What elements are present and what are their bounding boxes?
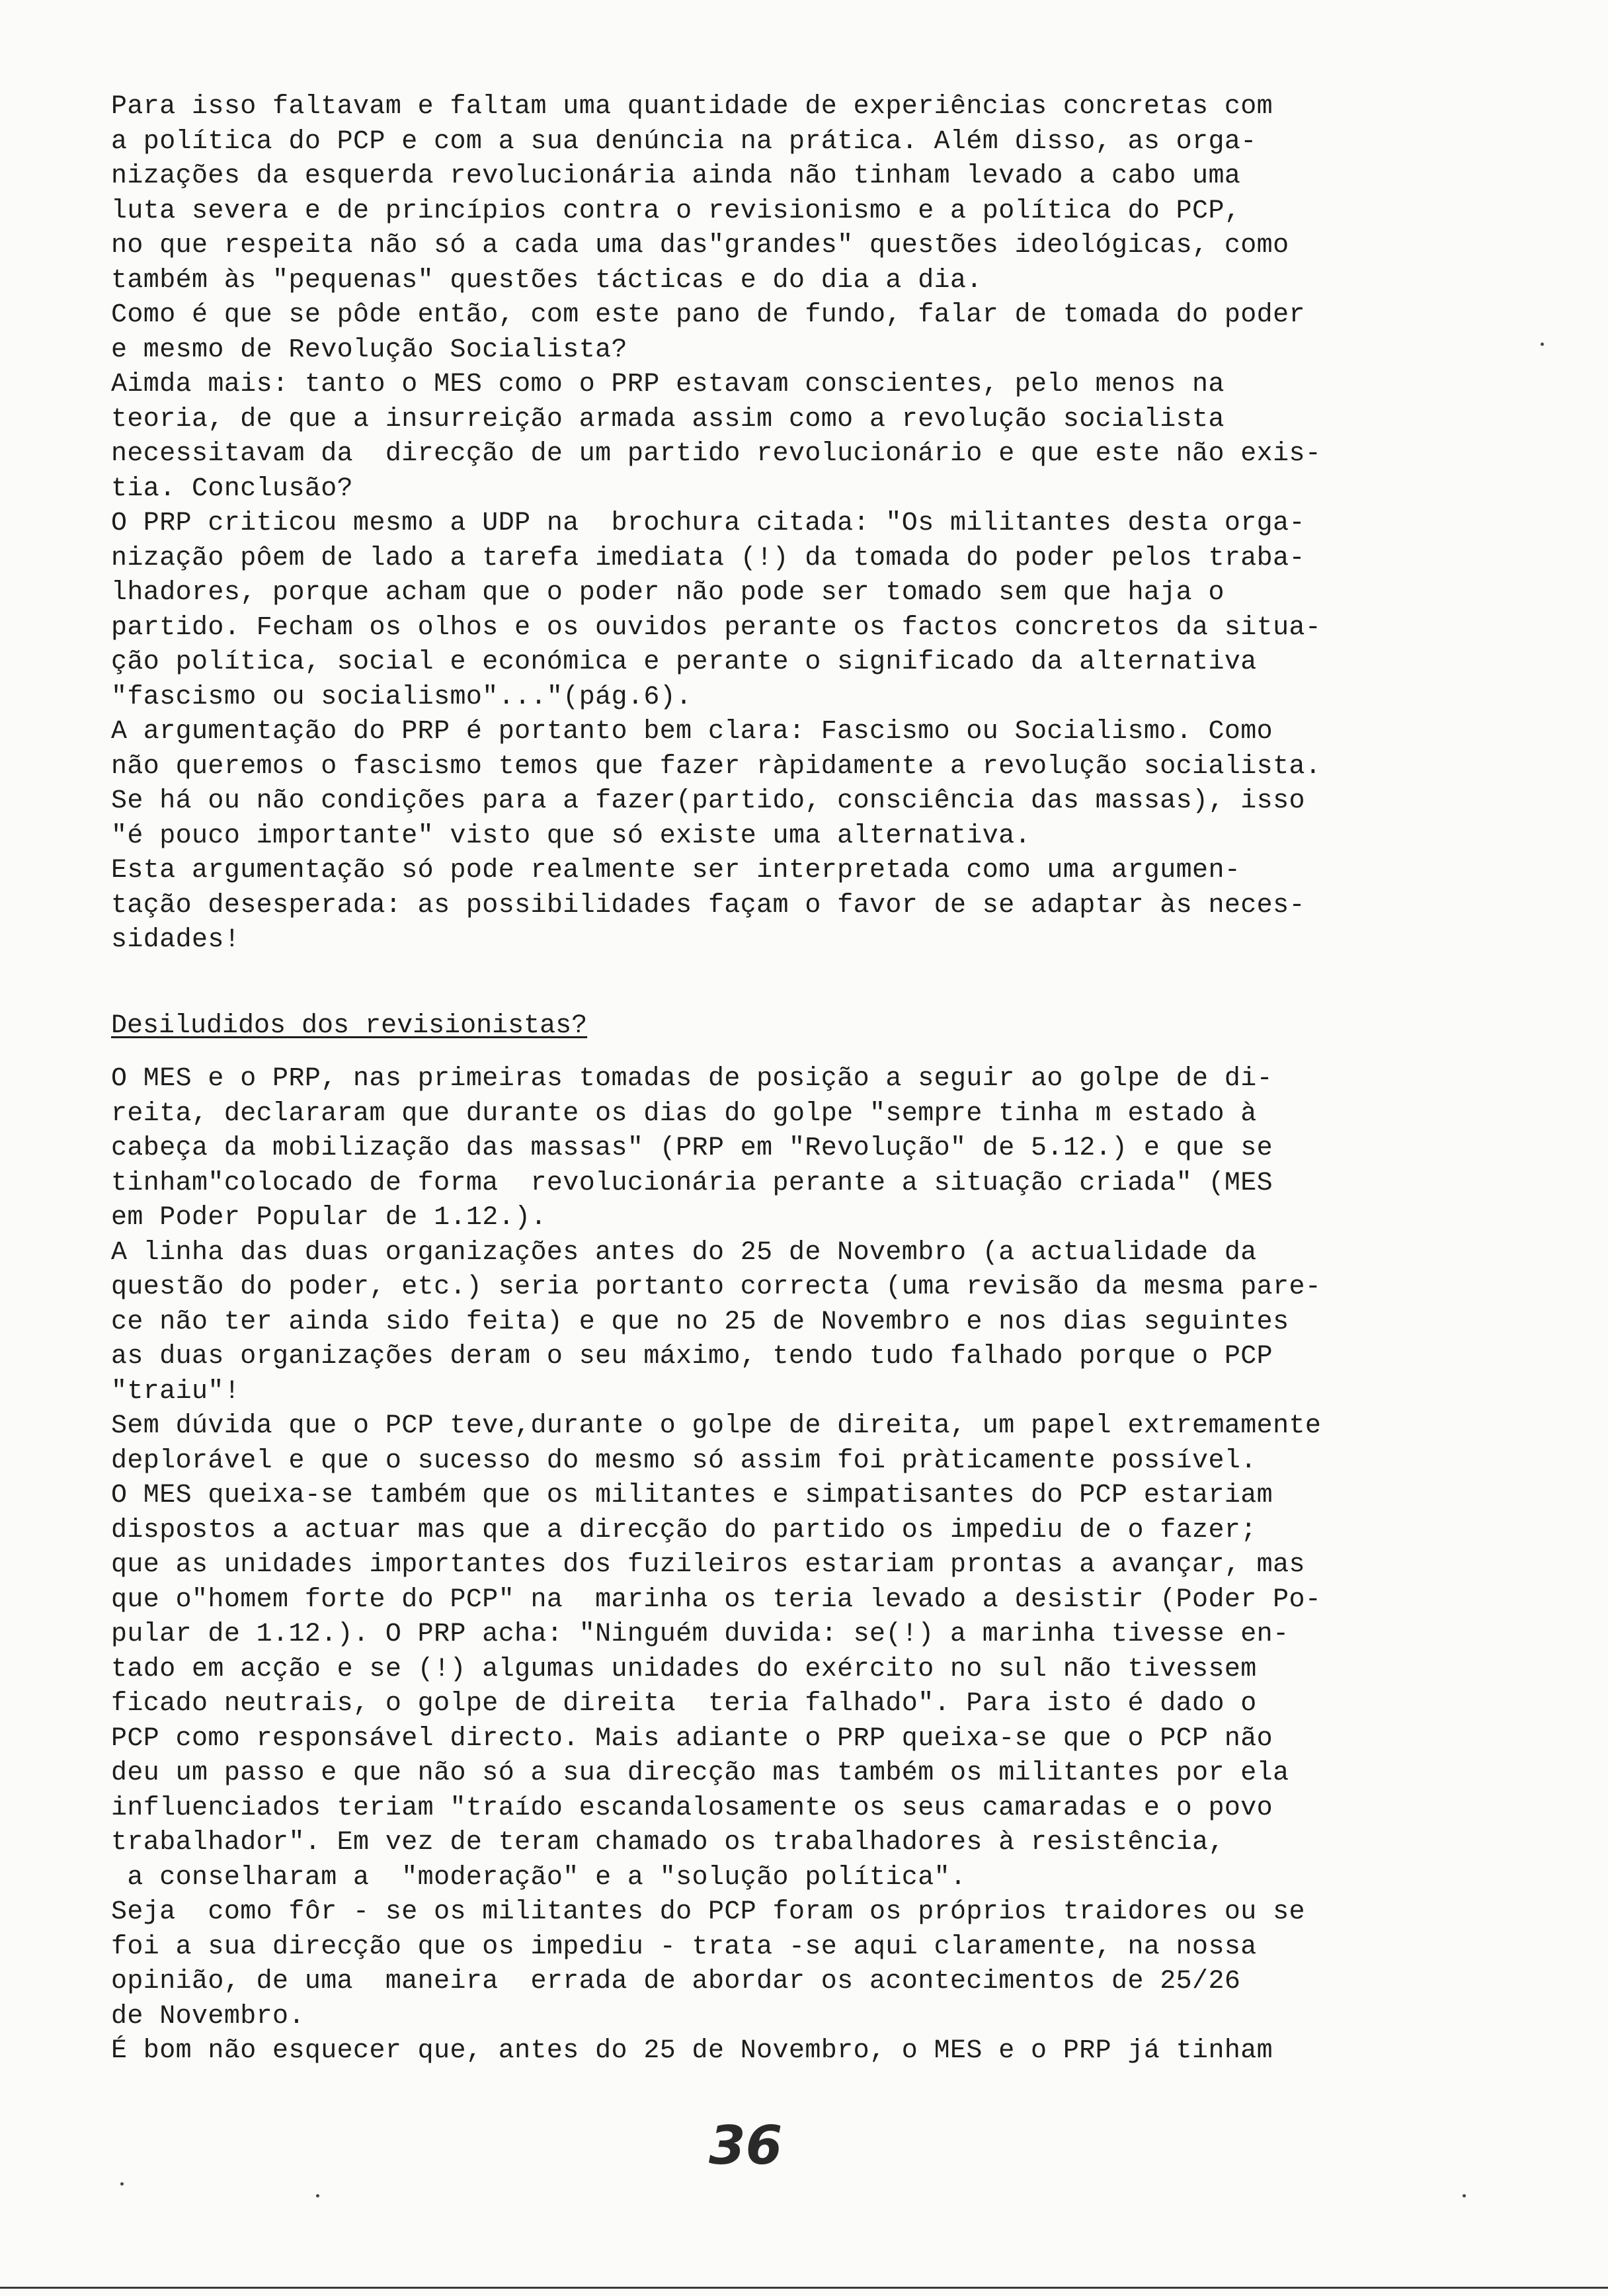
ink-speck	[120, 2182, 124, 2186]
text-line: foi a sua direcção que os impediu - trata -se aqui claramente, na nossa	[111, 1932, 1257, 1962]
text-line: também às "pequenas" questões tácticas e do dia a dia.	[111, 265, 983, 296]
text-line: O MES e o PRP, nas primeiras tomadas de posição a seguir ao golpe de di-	[111, 1064, 1273, 1094]
text-line: a política do PCP e com a sua denúncia na prática. Além disso, as orga-	[111, 126, 1257, 157]
text-line: "é pouco importante" visto que só existe uma alternativa.	[111, 821, 1031, 851]
text-line: ção política, social e económica e perante o significado da alternativa	[111, 647, 1257, 677]
text-line: que o"homem forte do PCP" na marinha os teria levado a desistir (Poder Po-	[111, 1584, 1322, 1615]
text-line: ce não ter ainda sido feita) e que no 25 de Novembro e nos dias seguintes	[111, 1307, 1289, 1337]
text-line: a conselharam a "moderação" e a "solução política".	[111, 1862, 967, 1893]
paragraph-block-1	[111, 90, 1566, 958]
text-line: sidades!	[111, 925, 241, 955]
text-line: lhadores, porque acham que o poder não pode ser tomado sem que haja o	[111, 578, 1225, 608]
text-line: que as unidades importantes dos fuzileiros estariam prontas a avançar, mas	[111, 1550, 1305, 1580]
text-line: reita, declararam que durante os dias do golpe "sempre tinha m estado à	[111, 1098, 1257, 1129]
text-line: A argumentação do PRP é portanto bem clara: Fascismo ou Socialismo. Como	[111, 717, 1273, 747]
text-line: necessitavam da direcção de um partido revolucionário e que este não exis-	[111, 439, 1322, 469]
text-line: no que respeita não só a cada uma das"grandes" questões ideológicas, como	[111, 231, 1289, 261]
text-line: O PRP criticou mesmo a UDP na brochura citada: "Os militantes desta orga-	[111, 509, 1305, 538]
text-line: teoria, de que a insurreição armada assim como a revolução socialista	[111, 404, 1225, 434]
text-line: influenciados teriam "traído escandalosamente os seus camaradas e o povo	[111, 1793, 1273, 1823]
text-line: Para isso faltavam e faltam uma quantidade de experiências concretas com	[111, 92, 1273, 122]
text-line: nização pôem de lado a tarefa imediata (!) da tomada do poder pelos traba-	[111, 543, 1305, 573]
text-line: "traiu"!	[111, 1376, 241, 1407]
text-line: tinham"colocado de forma revolucionária perante a situação criada" (MES	[111, 1168, 1273, 1198]
paragraph-block-3	[111, 1895, 1566, 2069]
text-line: Como é que se pôde então, com este pano de fundo, falar de tomada do poder	[111, 300, 1305, 330]
text-line: em Poder Popular de 1.12.).	[111, 1203, 547, 1233]
text-line: deu um passo e que não só a sua direcção mas também os militantes por ela	[111, 1758, 1289, 1788]
text-line: e mesmo de Revolução Socialista?	[111, 335, 627, 365]
text-line: opinião, de uma maneira errada de abordar os acontecimentos de 25/26	[111, 1967, 1241, 1996]
text-line: O MES queixa-se também que os militantes e simpatisantes do PCP estariam	[111, 1481, 1273, 1510]
text-line: A linha das duas organizações antes do 25 de Novembro (a actualidade da	[111, 1237, 1257, 1268]
section-heading: Desiludidos dos revisionistas?	[111, 1011, 588, 1041]
text-line: dispostos a actuar mas que a direcção do partido os impediu de o fazer;	[111, 1515, 1257, 1545]
text-line: PCP como responsável directo. Mais adiante o PRP queixa-se que o PCP não	[111, 1723, 1273, 1754]
text-line: partido. Fecham os olhos e os ouvidos perante os factos concretos da situa-	[111, 612, 1322, 643]
text-line: Se há ou não condições para a fazer(partido, consciência das massas), isso	[111, 786, 1305, 816]
text-line: tação desesperada: as possibilidades façam o favor de se adaptar às neces-	[111, 890, 1305, 921]
text-line: nizações da esquerda revolucionária ainda não tinham levado a cabo uma	[111, 161, 1241, 191]
text-line: luta severa e de princípios contra o revisionismo e a política do PCP,	[111, 196, 1241, 226]
text-line: pular de 1.12.). O PRP acha: "Ninguém duvida: se(!) a marinha tivesse en-	[111, 1620, 1289, 1649]
text-line: não queremos o fascismo temos que fazer ràpidamente a revolução socialista.	[111, 751, 1322, 782]
page-number: 36	[709, 2115, 783, 2176]
ink-speck	[1541, 343, 1544, 346]
text-line: questão do poder, etc.) seria portanto correcta (uma revisão da mesma pare-	[111, 1272, 1322, 1302]
text-line: trabalhador". Em vez de teram chamado os trabalhadores à resistência,	[111, 1828, 1225, 1858]
text-line: Seja como fôr - se os militantes do PCP foram os próprios traidores ou se	[111, 1897, 1305, 1927]
text-line: tia. Conclusão?	[111, 473, 354, 504]
text-line: Aimda mais: tanto o MES como o PRP estavam conscientes, pelo menos na	[111, 370, 1225, 399]
ink-speck	[1463, 2194, 1466, 2197]
text-line: "fascismo ou socialismo"..."(pág.6).	[111, 682, 692, 712]
text-line: Esta argumentação só pode realmente ser interpretada como uma argumen-	[111, 856, 1241, 885]
ink-speck	[316, 2194, 319, 2197]
text-line: de Novembro.	[111, 2001, 305, 2031]
text-line: cabeça da mobilização das massas" (PRP em "Revolução" de 5.12.) e que se	[111, 1133, 1273, 1163]
text-line: É bom não esquecer que, antes do 25 de Novembro, o MES e o PRP já tinham	[111, 2036, 1273, 2066]
text-line: as duas organizações deram o seu máximo, tendo tudo falhado porque o PCP	[111, 1342, 1273, 1372]
paragraph-block-2	[111, 1062, 1566, 1895]
bottom-edge-rule	[0, 2287, 1608, 2289]
text-line: deplorável e que o sucesso do mesmo só assim foi pràticamente possível.	[111, 1446, 1257, 1476]
text-line: Sem dúvida que o PCP teve,durante o golpe de direita, um papel extremamente	[111, 1411, 1322, 1441]
text-line: ficado neutrais, o golpe de direita teria falhado". Para isto é dado o	[111, 1689, 1257, 1719]
text-line: tado em acção e se (!) algumas unidades do exército no sul não tivessem	[111, 1654, 1257, 1684]
